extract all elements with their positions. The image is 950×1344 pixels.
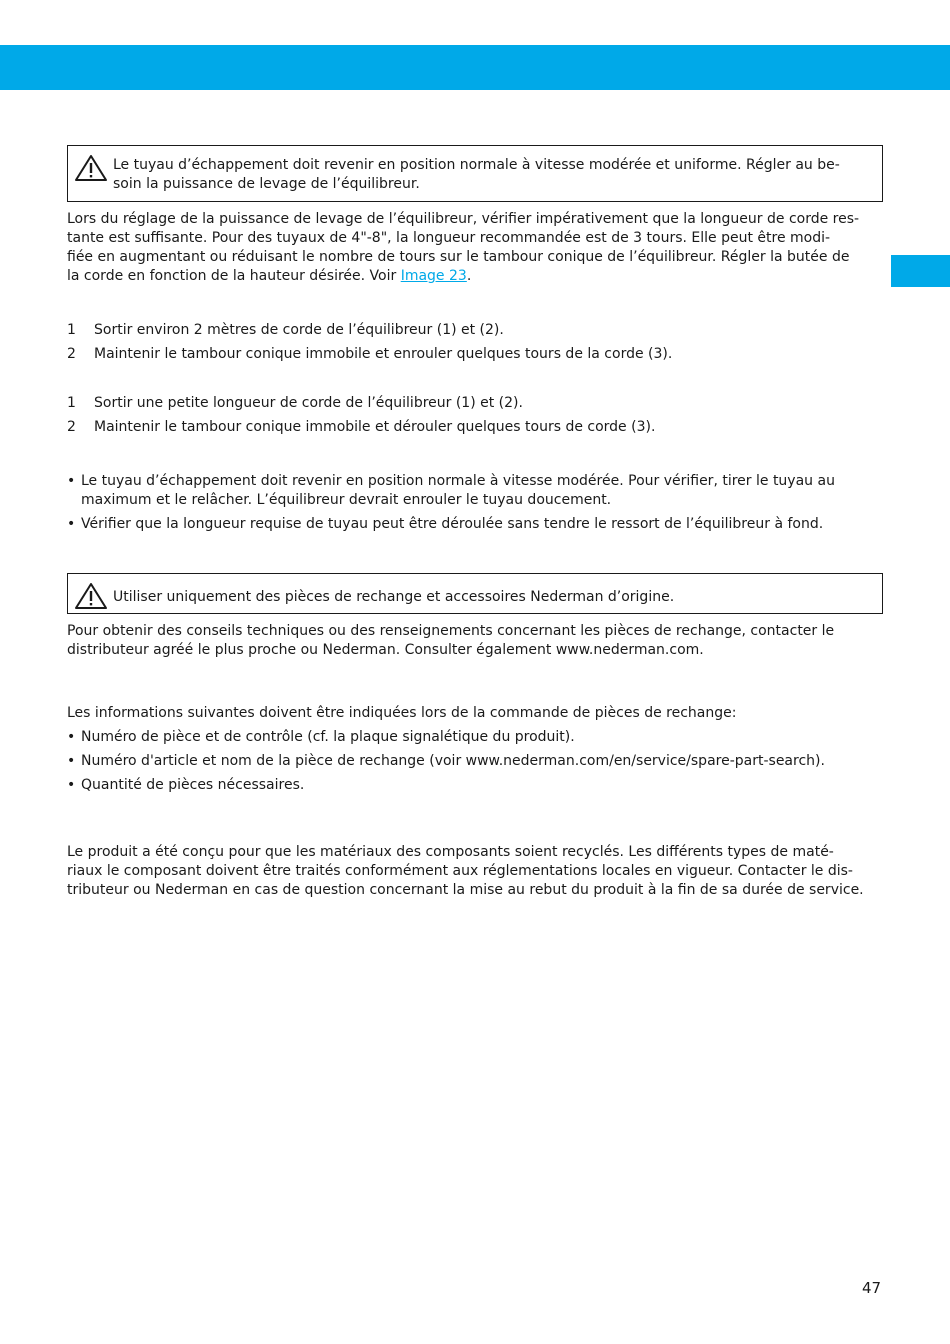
- list-item: [67, 752, 883, 771]
- step-text: Maintenir le tambour conique immobile et enrouler quelques tours de la corde (3).: [94, 346, 673, 362]
- warning-box-2: [67, 573, 883, 614]
- list-item: [67, 345, 883, 364]
- list-item: [67, 418, 883, 437]
- balancer-paragraph: [67, 210, 883, 286]
- bullet-text: Le tuyau d’échappement doit revenir en position normale à vitesse modérée. Pour vérifier, tirer le tuyau au maximum et le relâcher. L’équilibreur devrait enrouler le tuyau doucement.: [81, 473, 835, 508]
- step-number: 1: [67, 395, 76, 411]
- page-content: [67, 145, 883, 900]
- balancer-paragraph-text: Lors du réglage de la puissance de levage de l’équilibreur, vérifier impérativement que la longueur de corde res- tante est suffisante. Pour des tuyaux de 4"-8", la longueur recommandée est de 3 tours. Elle peut être modi- fiée en augmentant ou réduisant le nombre de tours sur le tambour conique de l’équilibreur. Régler la butée de la corde en fonction de la hauteur désirée. Voir: [67, 211, 860, 284]
- list-item: [67, 321, 883, 340]
- order-bullet-list: [67, 728, 883, 795]
- spare-parts-paragraph: Pour obtenir des conseils techniques ou des renseignements concernant les pièces de rechange, contacter le distributeur agréé le plus proche ou Nederman. Consulter également www.nederman.com.: [67, 623, 835, 658]
- header-band: [0, 45, 950, 90]
- recycling-paragraph: Le produit a été conçu pour que les matériaux des composants soient recyclés. Les différents types de maté- riaux le composant doivent être traités conformément aux réglementations locales en vigueur. Contacter le dis- tributeur ou Nederman en cas de question concernant la mise au rebut du produit à la fin de sa durée de service.: [67, 844, 864, 898]
- warning-triangle-icon: [74, 582, 108, 610]
- step-number: 2: [67, 419, 76, 435]
- section-tab: [891, 255, 950, 287]
- page-number: 47: [862, 1279, 882, 1297]
- bullet: •: [67, 473, 76, 489]
- warning-text-1: Le tuyau d’échappement doit revenir en position normale à vitesse modérée et uniforme. Régler au be- soin la puissance de levage de l’équilibreur.: [113, 157, 840, 192]
- image-23-link[interactable]: Image 23: [400, 268, 467, 284]
- warning-triangle-icon: [74, 154, 108, 182]
- order-intro: Les informations suivantes doivent être indiquées lors de la commande de pièces de rechange:: [67, 705, 737, 721]
- list-item: [67, 776, 883, 795]
- step-number: 2: [67, 346, 76, 362]
- list-item: [67, 515, 883, 534]
- step-number: 1: [67, 322, 76, 338]
- bullet: •: [67, 777, 76, 793]
- list-item: [67, 394, 883, 413]
- warning-box-1: [67, 145, 883, 202]
- steps-list-increase: [67, 321, 883, 364]
- warning-text-2: Utiliser uniquement des pièces de rechange et accessoires Nederman d’origine.: [113, 589, 675, 605]
- bullet-text: Numéro de pièce et de contrôle (cf. la plaque signalétique du produit).: [81, 729, 575, 745]
- bullet: •: [67, 753, 76, 769]
- bullet-text: Numéro d'article et nom de la pièce de rechange (voir www.nederman.com/en/service/spare-part-search).: [81, 753, 825, 769]
- bullet: •: [67, 516, 76, 532]
- list-item: [67, 472, 883, 510]
- bullet: •: [67, 729, 76, 745]
- bullet-text: Quantité de pièces nécessaires.: [81, 777, 305, 793]
- bullet-text: Vérifier que la longueur requise de tuyau peut être déroulée sans tendre le ressort de l’équilibreur à fond.: [81, 516, 824, 532]
- list-item: [67, 728, 883, 747]
- step-text: Maintenir le tambour conique immobile et dérouler quelques tours de corde (3).: [94, 419, 656, 435]
- check-bullet-list: [67, 472, 883, 534]
- steps-list-decrease: [67, 394, 883, 437]
- step-text: Sortir une petite longueur de corde de l’équilibreur (1) et (2).: [94, 395, 523, 411]
- step-text: Sortir environ 2 mètres de corde de l’équilibreur (1) et (2).: [94, 322, 504, 338]
- balancer-paragraph-end: .: [466, 268, 472, 284]
